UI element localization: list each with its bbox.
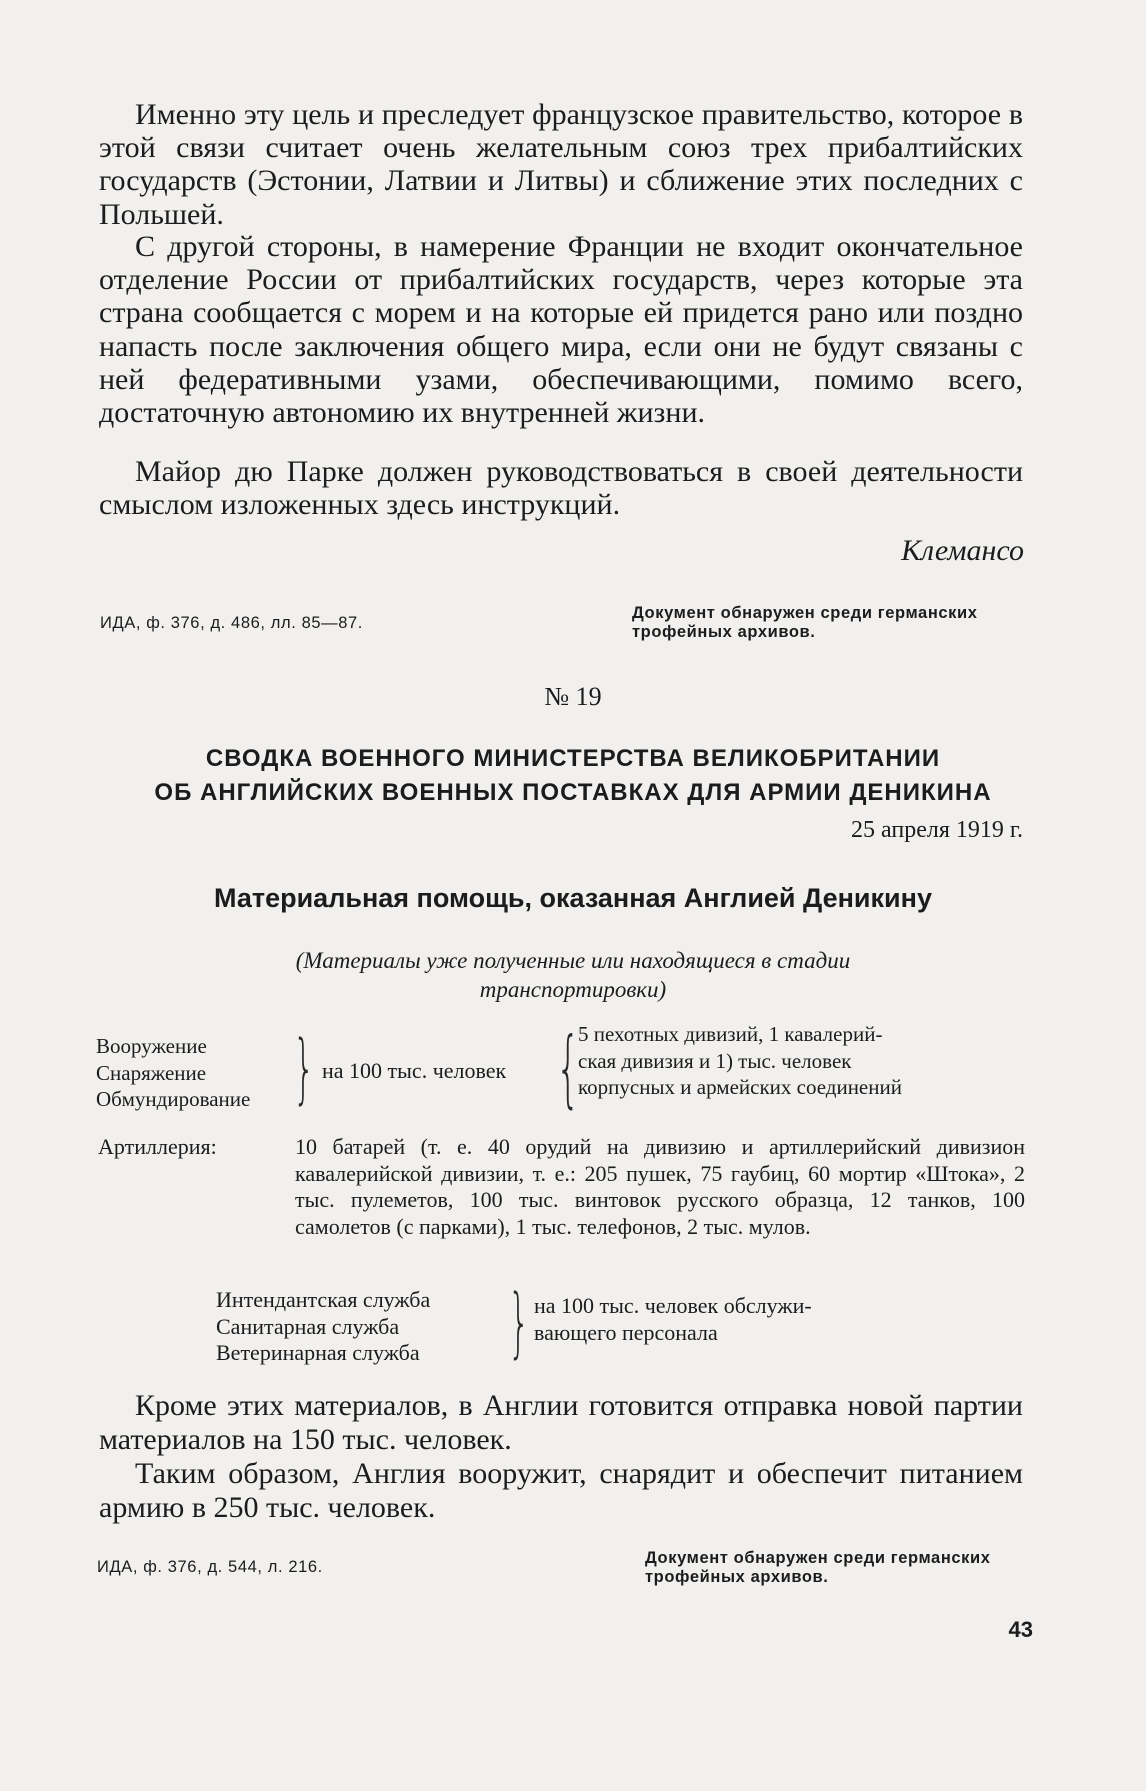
- right-brace-icon: }: [508, 1277, 530, 1366]
- supplies-item: Вооружение: [96, 1034, 207, 1058]
- document-note-line-1: (Материалы уже полученные или находящиеся в стадии: [295, 948, 851, 973]
- services-text: [534, 1293, 812, 1346]
- artillery-label: Артиллерия:: [98, 1134, 217, 1159]
- supplies-detail-line: 5 пехотных дивизий, 1 кавалерий-: [578, 1022, 883, 1046]
- source-note-1: Документ обнаружен среди германских трофейных архивов.: [632, 604, 978, 641]
- document-subtitle: Материальная помощь, оказанная Англией Деникину: [214, 883, 932, 913]
- source-archive-1: ИДА, ф. 376, д. 486, лл. 85—87.: [100, 614, 363, 632]
- paragraph-2: С другой стороны, в намерение Франции не входит окончательное отделение России от прибалтийских государств, через которые эта страна сообщается с морем и на которые ей придется рано или поздно напасть после заключения общего мира, если они не будут связаны с ней федеративными узами, обеспечивающими, помимо всего, достаточную автономию их внутренней жизни.: [99, 230, 1023, 430]
- paragraph-1: Именно эту цель и преследует французское правительство, которое в этой связи считает очень желательным союз трех прибалтийских государств (Эстонии, Латвии и Литвы) и сближение этих последних с Польшей.: [99, 98, 1023, 231]
- signature: Клемансо: [901, 534, 1024, 567]
- services-text-line: вающего персонала: [534, 1319, 718, 1345]
- services-item: Ветеринарная служба: [216, 1340, 420, 1365]
- right-brace-icon: }: [293, 1023, 315, 1112]
- services-list: [216, 1287, 430, 1367]
- left-brace-icon: {: [556, 1019, 581, 1117]
- document-title-line-2: ОБ АНГЛИЙСКИХ ВОЕННЫХ ПОСТАВКАХ ДЛЯ АРМИИ ДЕНИКИНА: [154, 779, 992, 806]
- document-title: [60, 742, 1086, 810]
- paragraph-5: Таким образом, Англия вооружит, снарядит и обеспечит питанием армию в 250 тыс. человек.: [99, 1457, 1023, 1524]
- paragraph-3: Майор дю Парке должен руководствоваться в своей деятельности смыслом изложенных здесь инструкций.: [99, 455, 1023, 522]
- supplies-list: [96, 1033, 250, 1113]
- artillery-text: 10 батарей (т. е. 40 орудий на дивизию и артиллерийский дивизион кавалерийской дивизии, т. е.: 205 пушек, 75 гаубиц, 60 мортир «Штока», 2 тыс. пулеметов, 100 тыс. винтовок русского образца, 12 танков, 100 самолетов (с парками), 1 тыс. телефонов, 2 тыс. мулов.: [295, 1134, 1025, 1239]
- document-note-line-2: транспортировки): [479, 977, 667, 1002]
- services-item: Санитарная служба: [216, 1313, 400, 1339]
- page-number: 43: [1008, 1617, 1033, 1642]
- supplies-detail-line: корпусных и армейских соединений: [578, 1075, 902, 1099]
- paragraph-4: Кроме этих материалов, в Англии готовится отправка новой партии материалов на 150 тыс. человек.: [99, 1389, 1023, 1456]
- services-text-line: на 100 тыс. человек обслужи-: [534, 1293, 812, 1318]
- services-item: Интендантская служба: [216, 1287, 431, 1312]
- document-note: [0, 946, 1146, 1004]
- supplies-item: Обмундирование: [96, 1087, 251, 1111]
- supplies-amount: на 100 тыс. человек: [322, 1058, 507, 1083]
- source-archive-2: ИДА, ф. 376, д. 544, л. 216.: [97, 1558, 323, 1576]
- supplies-item: Снаряжение: [96, 1060, 207, 1085]
- supplies-detail-line: ская дивизия и 1) тыс. человек: [578, 1048, 852, 1073]
- document-title-line-1: СВОДКА ВОЕННОГО МИНИСТЕРСТВА ВЕЛИКОБРИТАНИИ: [205, 745, 941, 772]
- document-date: 25 апреля 1919 г.: [851, 817, 1023, 843]
- document-number: № 19: [544, 682, 602, 711]
- source-note-2: Документ обнаружен среди германских трофейных архивов.: [645, 1549, 991, 1586]
- supplies-details: [578, 1021, 902, 1101]
